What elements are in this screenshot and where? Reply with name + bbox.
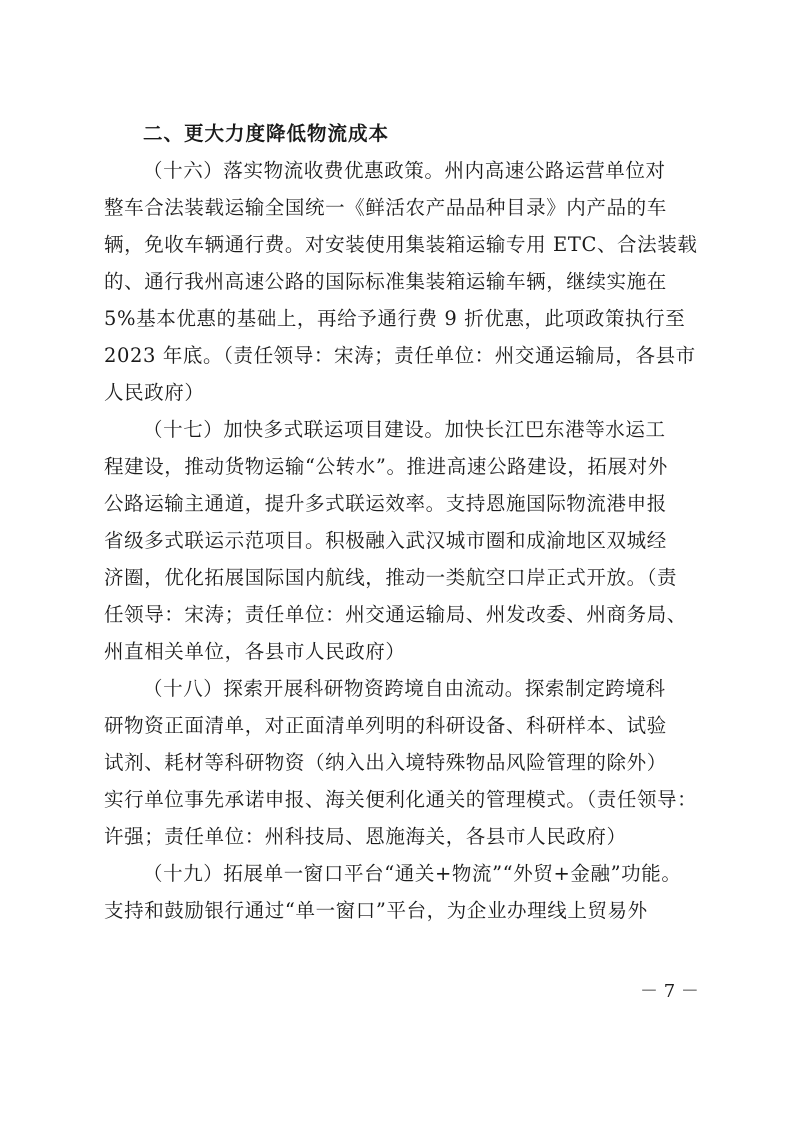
- paragraph-line: 辆，免收车辆通行费。对安装使用集装箱运输专用 ETC、合法装载: [104, 233, 698, 256]
- paragraph-line: 州直相关单位，各县市人民政府）: [104, 640, 406, 663]
- paragraph-line: 的、通行我州高速公路的国际标准集装箱运输车辆，继续实施在: [104, 270, 667, 293]
- paragraph-line: （十九）拓展单一窗口平台“通关+物流”“外贸+金融”功能。: [143, 862, 682, 885]
- section-heading: 二、更大力度降低物流成本: [143, 122, 390, 145]
- paragraph-line: 任领导：宋涛；责任单位：州交通运输局、州发改委、州商务局、: [104, 603, 687, 626]
- paragraph-line: （十六）落实物流收费优惠政策。州内高速公路运营单位对: [143, 159, 666, 182]
- paragraph-line: 整车合法装载运输全国统一《鲜活农产品品种目录》内产品的车: [104, 196, 667, 219]
- paragraph-line: 公路运输主通道，提升多式联运效率。支持恩施国际物流港申报: [104, 492, 667, 515]
- paragraph-line: 许强；责任单位：州科技局、恩施海关，各县市人民政府）: [104, 825, 627, 848]
- paragraph-line: （十八）探索开展科研物资跨境自由流动。探索制定跨境科: [143, 677, 666, 700]
- paragraph-line: 2023 年底。（责任领导：宋涛；责任单位：州交通运输局，各县市: [104, 344, 696, 367]
- paragraph-line: 程建设，推动货物运输“公转水”。推进高速公路建设，拓展对外: [104, 455, 668, 478]
- paragraph-line: 省级多式联运示范项目。积极融入武汉城市圈和成渝地区双城经: [104, 529, 667, 552]
- paragraph-line: 支持和鼓励银行通过“单一窗口”平台，为企业办理线上贸易外: [104, 899, 648, 922]
- paragraph-line: （十七）加快多式联运项目建设。加快长江巴东港等水运工: [143, 418, 666, 441]
- paragraph-line: 人民政府）: [104, 381, 205, 404]
- paragraph-line: 研物资正面清单，对正面清单列明的科研设备、科研样本、试验: [104, 714, 667, 737]
- paragraph-line: 济圈，优化拓展国际国内航线，推动一类航空口岸正式开放。（责: [104, 566, 678, 589]
- page-number: － 7 －: [640, 981, 699, 1002]
- paragraph-line: 试剂、耗材等科研物资（纳入出入境特殊物品风险管理的除外）: [104, 751, 667, 774]
- paragraph-line: 5%基本优惠的基础上，再给予通行费 9 折优惠，此项政策执行至: [104, 307, 686, 330]
- paragraph-line: 实行单位事先承诺申报、海关便利化通关的管理模式。（责任领导：: [104, 788, 698, 811]
